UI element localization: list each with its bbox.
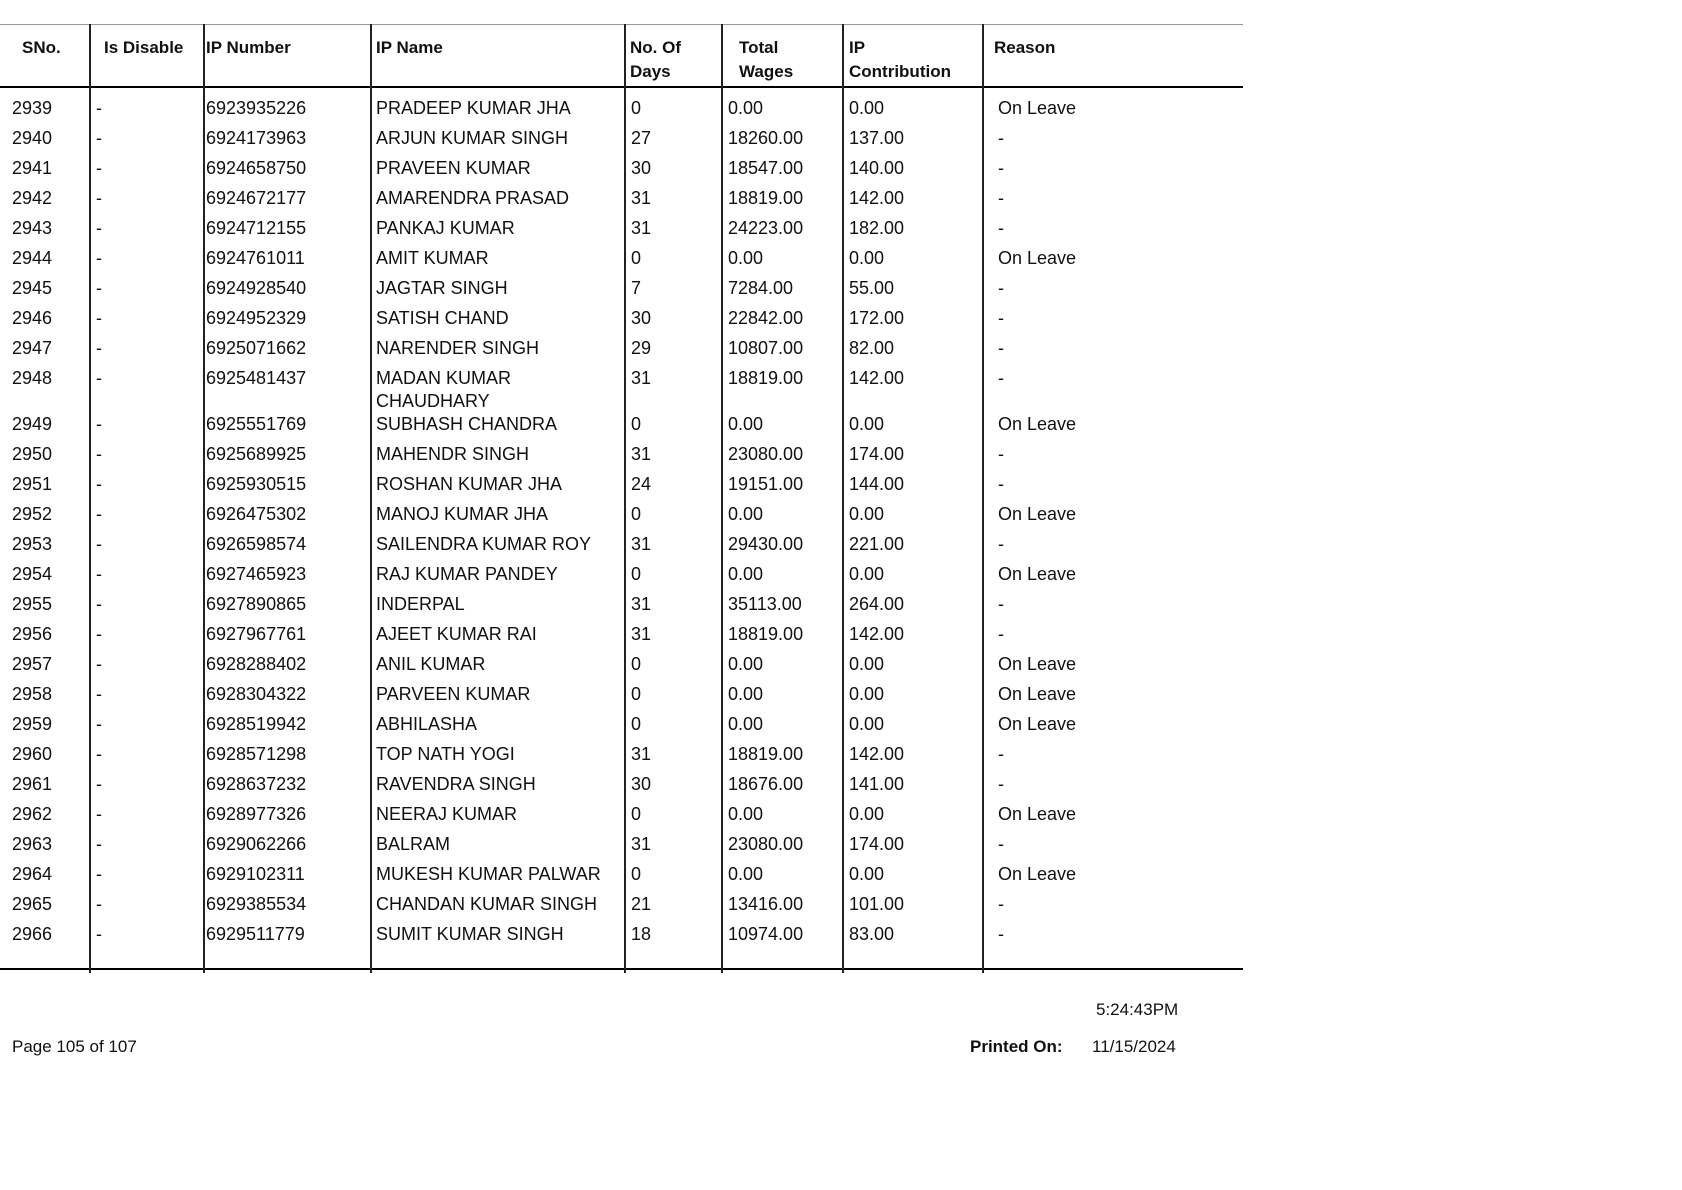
cell-total-wages: 23080.00 <box>728 834 804 854</box>
cell-ip-number: 6928304322 <box>206 684 307 704</box>
cell-sno: 2962 <box>12 804 53 824</box>
header-bottom-rule <box>0 86 1243 88</box>
cell-ip-contribution: 0.00 <box>849 98 885 118</box>
cell-sno: 2963 <box>12 834 53 854</box>
cell-no-of-days: 31 <box>631 368 652 388</box>
cell-ip-contribution: 0.00 <box>849 248 885 268</box>
cell-sno: 2939 <box>12 98 53 118</box>
table-row <box>0 503 1243 531</box>
cell-is-disable: - <box>96 594 102 614</box>
cell-ip-number: 6927465923 <box>206 564 307 584</box>
cell-no-of-days: 29 <box>631 338 652 358</box>
printed-on-label: Printed On: <box>970 1037 1063 1056</box>
cell-no-of-days: 0 <box>631 98 642 118</box>
cell-no-of-days: 24 <box>631 474 652 494</box>
cell-ip-name: MUKESH KUMAR PALWAR <box>376 864 601 884</box>
table-row <box>0 127 1243 155</box>
cell-sno: 2961 <box>12 774 53 794</box>
cell-no-of-days: 0 <box>631 654 642 674</box>
cell-total-wages: 0.00 <box>728 248 764 268</box>
cell-sno: 2948 <box>12 368 53 388</box>
cell-is-disable: - <box>96 474 102 494</box>
cell-no-of-days: 31 <box>631 534 652 554</box>
cell-is-disable: - <box>96 98 102 118</box>
cell-ip-name: RAVENDRA SINGH <box>376 774 536 794</box>
cell-sno: 2964 <box>12 864 53 884</box>
cell-is-disable: - <box>96 444 102 464</box>
cell-ip-name: MAHENDR SINGH <box>376 444 530 464</box>
cell-ip-number: 6926475302 <box>206 504 307 524</box>
header-ip-number: IP Number <box>206 38 291 57</box>
cell-reason: - <box>998 218 1004 238</box>
header-ip-name: IP Name <box>376 38 443 57</box>
cell-ip-name: INDERPAL <box>376 594 465 614</box>
cell-no-of-days: 31 <box>631 444 652 464</box>
cell-total-wages: 10974.00 <box>728 924 804 944</box>
table-row <box>0 683 1243 711</box>
cell-is-disable: - <box>96 338 102 358</box>
cell-total-wages: 0.00 <box>728 714 764 734</box>
cell-is-disable: - <box>96 278 102 298</box>
cell-no-of-days: 0 <box>631 714 642 734</box>
cell-ip-number: 6927890865 <box>206 594 307 614</box>
header-no-of-days: No. Of Days <box>630 38 681 81</box>
cell-sno: 2945 <box>12 278 53 298</box>
cell-no-of-days: 30 <box>631 308 652 328</box>
cell-ip-name: SUBHASH CHANDRA <box>376 414 558 434</box>
cell-no-of-days: 31 <box>631 188 652 208</box>
cell-sno: 2950 <box>12 444 53 464</box>
cell-sno: 2944 <box>12 248 53 268</box>
cell-total-wages: 7284.00 <box>728 278 794 298</box>
cell-total-wages: 0.00 <box>728 804 764 824</box>
cell-ip-name: PANKAJ KUMAR <box>376 218 515 238</box>
page-number: Page 105 of 107 <box>12 1037 137 1056</box>
cell-ip-contribution: 140.00 <box>849 158 905 178</box>
cell-sno: 2957 <box>12 654 53 674</box>
cell-ip-number: 6925481437 <box>206 368 307 388</box>
cell-sno: 2966 <box>12 924 53 944</box>
cell-ip-contribution: 264.00 <box>849 594 905 614</box>
cell-is-disable: - <box>96 684 102 704</box>
cell-no-of-days: 0 <box>631 504 642 524</box>
cell-is-disable: - <box>96 924 102 944</box>
cell-reason: - <box>998 894 1004 914</box>
table-row <box>0 713 1243 741</box>
cell-no-of-days: 31 <box>631 834 652 854</box>
cell-ip-contribution: 174.00 <box>849 444 905 464</box>
cell-reason: - <box>998 774 1004 794</box>
cell-no-of-days: 0 <box>631 248 642 268</box>
cell-total-wages: 29430.00 <box>728 534 804 554</box>
cell-ip-name: ROSHAN KUMAR JHA <box>376 474 563 494</box>
cell-no-of-days: 18 <box>631 924 652 944</box>
cell-is-disable: - <box>96 654 102 674</box>
table-row <box>0 833 1243 861</box>
cell-ip-contribution: 174.00 <box>849 834 905 854</box>
cell-reason: - <box>998 534 1004 554</box>
cell-total-wages: 18547.00 <box>728 158 804 178</box>
cell-ip-contribution: 0.00 <box>849 654 885 674</box>
cell-sno: 2954 <box>12 564 53 584</box>
cell-ip-name: CHANDAN KUMAR SINGH <box>376 894 598 914</box>
cell-total-wages: 35113.00 <box>728 594 802 614</box>
table-row <box>0 413 1243 441</box>
cell-no-of-days: 21 <box>631 894 652 914</box>
table-row <box>0 337 1243 365</box>
cell-ip-number: 6925071662 <box>206 338 307 358</box>
cell-ip-name: AMARENDRA PRASAD <box>376 188 570 208</box>
cell-ip-name: PARVEEN KUMAR <box>376 684 531 704</box>
cell-total-wages: 18819.00 <box>728 188 804 208</box>
cell-is-disable: - <box>96 864 102 884</box>
cell-ip-contribution: 82.00 <box>849 338 895 358</box>
table-row <box>0 863 1243 891</box>
cell-ip-name: SAILENDRA KUMAR ROY <box>376 534 592 554</box>
cell-is-disable: - <box>96 188 102 208</box>
cell-is-disable: - <box>96 414 102 434</box>
cell-reason: - <box>998 278 1004 298</box>
cell-total-wages: 24223.00 <box>728 218 804 238</box>
cell-is-disable: - <box>96 894 102 914</box>
cell-is-disable: - <box>96 714 102 734</box>
cell-is-disable: - <box>96 128 102 148</box>
cell-is-disable: - <box>96 834 102 854</box>
cell-reason: - <box>998 744 1004 764</box>
cell-is-disable: - <box>96 744 102 764</box>
cell-ip-name: RAJ KUMAR PANDEY <box>376 564 558 584</box>
cell-reason: - <box>998 594 1004 614</box>
table-bottom-rule <box>0 968 1243 970</box>
cell-total-wages: 23080.00 <box>728 444 804 464</box>
cell-sno: 2955 <box>12 594 53 614</box>
cell-reason: On Leave <box>998 414 1077 434</box>
cell-no-of-days: 0 <box>631 804 642 824</box>
cell-ip-number: 6928637232 <box>206 774 307 794</box>
cell-ip-number: 6926598574 <box>206 534 307 554</box>
cell-ip-contribution: 0.00 <box>849 804 885 824</box>
cell-ip-contribution: 0.00 <box>849 714 885 734</box>
cell-ip-number: 6924712155 <box>206 218 307 238</box>
cell-ip-number: 6924658750 <box>206 158 307 178</box>
cell-no-of-days: 30 <box>631 158 652 178</box>
cell-ip-number: 6924928540 <box>206 278 307 298</box>
cell-sno: 2949 <box>12 414 53 434</box>
table-row <box>0 443 1243 471</box>
cell-ip-name: MADAN KUMAR CHAUDHARY <box>376 368 512 411</box>
cell-sno: 2960 <box>12 744 53 764</box>
cell-ip-contribution: 182.00 <box>849 218 905 238</box>
table-row <box>0 473 1243 501</box>
cell-ip-contribution: 144.00 <box>849 474 905 494</box>
cell-is-disable: - <box>96 624 102 644</box>
cell-no-of-days: 0 <box>631 564 642 584</box>
cell-ip-contribution: 0.00 <box>849 684 885 704</box>
cell-reason: On Leave <box>998 248 1077 268</box>
cell-ip-contribution: 0.00 <box>849 414 885 434</box>
cell-ip-name: BALRAM <box>376 834 451 854</box>
cell-total-wages: 0.00 <box>728 414 764 434</box>
table-row <box>0 743 1243 771</box>
table-row <box>0 923 1243 951</box>
cell-reason: - <box>998 368 1004 388</box>
header-ip-contribution: IP Contribution <box>849 38 951 81</box>
table-row <box>0 623 1243 651</box>
cell-ip-number: 6929062266 <box>206 834 307 854</box>
cell-total-wages: 18260.00 <box>728 128 804 148</box>
table-row <box>0 653 1243 681</box>
cell-ip-name: SUMIT KUMAR SINGH <box>376 924 564 944</box>
cell-sno: 2959 <box>12 714 53 734</box>
cell-ip-name: PRADEEP KUMAR JHA <box>376 98 571 118</box>
cell-no-of-days: 7 <box>631 278 642 298</box>
cell-ip-number: 6928977326 <box>206 804 307 824</box>
cell-no-of-days: 0 <box>631 864 642 884</box>
table-row <box>0 533 1243 561</box>
cell-reason: On Leave <box>998 714 1077 734</box>
cell-ip-number: 6925930515 <box>206 474 307 494</box>
cell-ip-name: ABHILASHA <box>376 714 478 734</box>
cell-reason: - <box>998 128 1004 148</box>
table-row <box>0 593 1243 621</box>
cell-ip-name: AJEET KUMAR RAI <box>376 624 537 644</box>
cell-ip-contribution: 142.00 <box>849 744 905 764</box>
cell-ip-name: PRAVEEN KUMAR <box>376 158 531 178</box>
cell-total-wages: 18676.00 <box>728 774 804 794</box>
cell-ip-number: 6928288402 <box>206 654 307 674</box>
cell-ip-number: 6923935226 <box>206 98 307 118</box>
cell-ip-contribution: 55.00 <box>849 278 895 298</box>
cell-is-disable: - <box>96 504 102 524</box>
cell-is-disable: - <box>96 804 102 824</box>
cell-ip-contribution: 0.00 <box>849 864 885 884</box>
header-reason: Reason <box>994 38 1056 57</box>
table-row <box>0 277 1243 305</box>
cell-reason: - <box>998 924 1004 944</box>
cell-reason: - <box>998 188 1004 208</box>
table-row <box>0 367 1243 411</box>
cell-sno: 2940 <box>12 128 53 148</box>
cell-total-wages: 22842.00 <box>728 308 804 328</box>
cell-reason: On Leave <box>998 654 1077 674</box>
cell-total-wages: 18819.00 <box>728 744 804 764</box>
cell-reason: On Leave <box>998 804 1077 824</box>
cell-sno: 2965 <box>12 894 53 914</box>
cell-ip-name: MANOJ KUMAR JHA <box>376 504 549 524</box>
cell-ip-contribution: 101.00 <box>849 894 905 914</box>
cell-ip-contribution: 137.00 <box>849 128 905 148</box>
cell-reason: - <box>998 338 1004 358</box>
header-sno: SNo. <box>22 38 61 57</box>
cell-sno: 2951 <box>12 474 53 494</box>
cell-ip-number: 6925689925 <box>206 444 307 464</box>
cell-total-wages: 13416.00 <box>728 894 804 914</box>
cell-no-of-days: 31 <box>631 218 652 238</box>
cell-ip-number: 6924761011 <box>206 248 305 268</box>
table-row <box>0 803 1243 831</box>
cell-ip-number: 6924672177 <box>206 188 307 208</box>
cell-ip-number: 6929385534 <box>206 894 307 914</box>
header-top-rule <box>0 24 1243 25</box>
cell-ip-contribution: 142.00 <box>849 188 905 208</box>
cell-is-disable: - <box>96 564 102 584</box>
cell-no-of-days: 0 <box>631 414 642 434</box>
cell-is-disable: - <box>96 218 102 238</box>
cell-ip-contribution: 221.00 <box>849 534 905 554</box>
cell-ip-number: 6928571298 <box>206 744 307 764</box>
cell-no-of-days: 31 <box>631 624 652 644</box>
cell-ip-contribution: 0.00 <box>849 564 885 584</box>
cell-is-disable: - <box>96 158 102 178</box>
cell-reason: - <box>998 158 1004 178</box>
cell-is-disable: - <box>96 308 102 328</box>
table-row <box>0 563 1243 591</box>
cell-ip-number: 6924952329 <box>206 308 307 328</box>
cell-sno: 2942 <box>12 188 53 208</box>
cell-ip-number: 6929511779 <box>206 924 305 944</box>
cell-reason: - <box>998 444 1004 464</box>
table-row <box>0 97 1243 125</box>
cell-ip-name: SATISH CHAND <box>376 308 509 328</box>
cell-sno: 2953 <box>12 534 53 554</box>
cell-total-wages: 0.00 <box>728 654 764 674</box>
cell-ip-number: 6927967761 <box>206 624 307 644</box>
cell-total-wages: 10807.00 <box>728 338 804 358</box>
printed-on-date: 11/15/2024 <box>1092 1037 1176 1056</box>
table-row <box>0 893 1243 921</box>
cell-no-of-days: 31 <box>631 744 652 764</box>
cell-sno: 2943 <box>12 218 53 238</box>
header-total-wages: Total Wages <box>739 38 794 81</box>
cell-sno: 2952 <box>12 504 53 524</box>
cell-ip-contribution: 142.00 <box>849 368 905 388</box>
cell-is-disable: - <box>96 534 102 554</box>
cell-total-wages: 18819.00 <box>728 368 804 388</box>
cell-reason: - <box>998 308 1004 328</box>
cell-reason: On Leave <box>998 684 1077 704</box>
cell-sno: 2941 <box>12 158 53 178</box>
print-time: 5:24:43PM <box>1096 1000 1179 1019</box>
cell-ip-number: 6925551769 <box>206 414 307 434</box>
cell-ip-contribution: 83.00 <box>849 924 895 944</box>
cell-ip-contribution: 141.00 <box>849 774 905 794</box>
cell-total-wages: 0.00 <box>728 98 764 118</box>
cell-is-disable: - <box>96 248 102 268</box>
table-row <box>0 247 1243 275</box>
table-row <box>0 217 1243 245</box>
cell-is-disable: - <box>96 774 102 794</box>
cell-ip-name: ARJUN KUMAR SINGH <box>376 128 569 148</box>
cell-ip-contribution: 0.00 <box>849 504 885 524</box>
cell-ip-name: NARENDER SINGH <box>376 338 540 358</box>
table-row <box>0 187 1243 215</box>
cell-total-wages: 0.00 <box>728 684 764 704</box>
cell-reason: - <box>998 474 1004 494</box>
cell-ip-name: JAGTAR SINGH <box>376 278 508 298</box>
cell-no-of-days: 31 <box>631 594 652 614</box>
cell-reason: On Leave <box>998 98 1077 118</box>
cell-no-of-days: 27 <box>631 128 652 148</box>
cell-ip-contribution: 142.00 <box>849 624 905 644</box>
cell-no-of-days: 0 <box>631 684 642 704</box>
table-row <box>0 773 1243 801</box>
cell-ip-name: NEERAJ KUMAR <box>376 804 518 824</box>
cell-ip-name: TOP NATH YOGI <box>376 744 515 764</box>
cell-reason: On Leave <box>998 504 1077 524</box>
cell-total-wages: 0.00 <box>728 504 764 524</box>
cell-total-wages: 0.00 <box>728 564 764 584</box>
cell-reason: - <box>998 624 1004 644</box>
cell-ip-number: 6924173963 <box>206 128 307 148</box>
cell-ip-number: 6928519942 <box>206 714 307 734</box>
cell-reason: - <box>998 834 1004 854</box>
table-row <box>0 307 1243 335</box>
header-is-disable: Is Disable <box>104 38 184 57</box>
cell-total-wages: 19151.00 <box>728 474 804 494</box>
cell-total-wages: 0.00 <box>728 864 764 884</box>
cell-total-wages: 18819.00 <box>728 624 804 644</box>
cell-ip-number: 6929102311 <box>206 864 305 884</box>
cell-ip-contribution: 172.00 <box>849 308 905 328</box>
cell-sno: 2947 <box>12 338 53 358</box>
cell-no-of-days: 30 <box>631 774 652 794</box>
cell-reason: On Leave <box>998 564 1077 584</box>
cell-reason: On Leave <box>998 864 1077 884</box>
cell-sno: 2956 <box>12 624 53 644</box>
cell-ip-name: ANIL KUMAR <box>376 654 486 674</box>
cell-sno: 2958 <box>12 684 53 704</box>
table-row <box>0 157 1243 185</box>
cell-sno: 2946 <box>12 308 53 328</box>
cell-is-disable: - <box>96 368 102 388</box>
cell-ip-name: AMIT KUMAR <box>376 248 489 268</box>
